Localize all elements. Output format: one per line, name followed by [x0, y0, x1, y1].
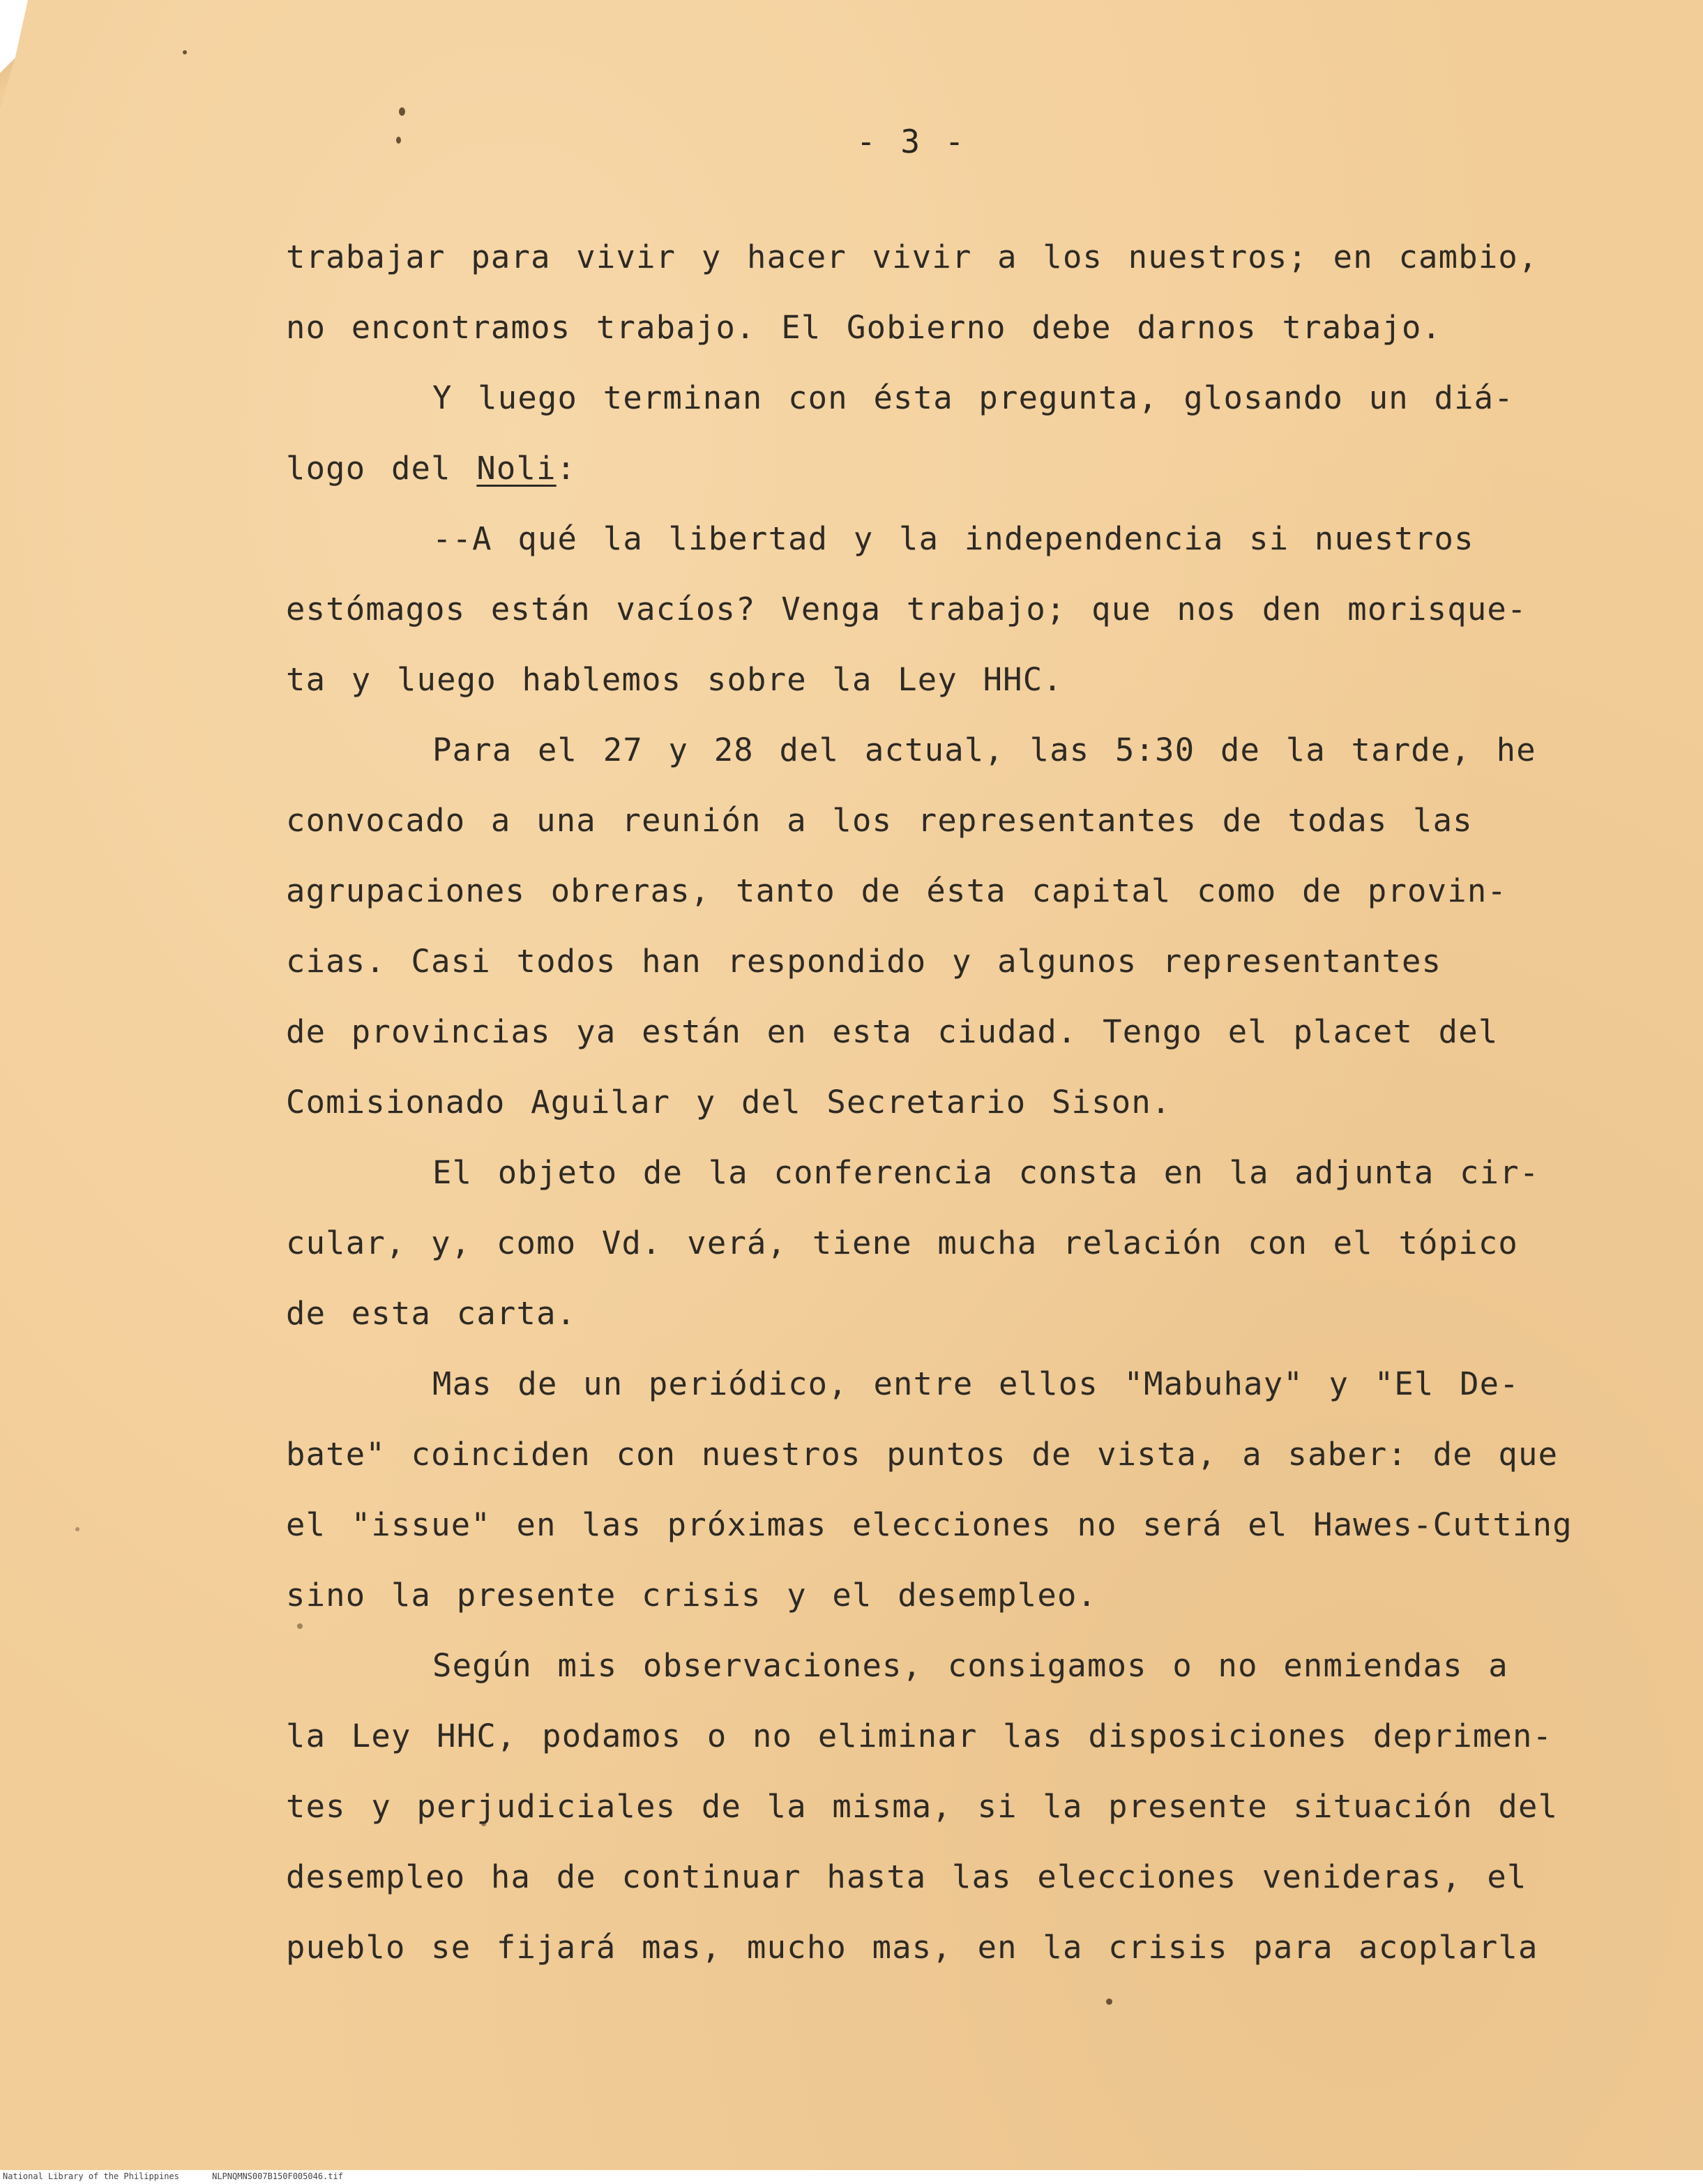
text-line: El objeto de la conferencia consta en la adjunta cir-	[432, 1154, 1540, 1191]
line-prefix: logo del	[286, 450, 477, 487]
paper-speck	[183, 50, 187, 54]
library-caption: National Library of the Philippines	[3, 2171, 179, 2181]
text-line: tes y perjudiciales de la misma, si la presente situación del	[286, 1788, 1559, 1825]
text-line: Mas de un periódico, entre ellos "Mabuhay" y "El De-	[432, 1365, 1520, 1402]
text-line: agrupaciones obreras, tanto de ésta capital como de provin-	[286, 872, 1508, 909]
text-line: trabajar para vivir y hacer vivir a los nuestros; en cambio,	[286, 238, 1538, 275]
text-line: estómagos están vacíos? Venga trabajo; que nos den morisque-	[286, 591, 1527, 628]
text-line: Según mis observaciones, consigamos o no enmiendas a	[432, 1647, 1508, 1684]
text-line: la Ley HHC, podamos o no eliminar las disposiciones deprimen-	[286, 1717, 1553, 1754]
text-line: de provincias ya están en esta ciudad. Tengo el placet del	[286, 1013, 1499, 1050]
line-suffix: :	[556, 450, 577, 487]
text-line	[286, 433, 1611, 503]
scan-caption	[3, 2171, 371, 2181]
text-line: Comisionado Aguilar y del Secretario Sison.	[286, 1084, 1172, 1121]
underlined-title: Noli	[476, 450, 557, 487]
text-line: no encontramos trabajo. El Gobierno debe darnos trabajo.	[286, 309, 1442, 346]
text-line: bate" coinciden con nuestros puntos de vista, a saber: de que	[286, 1436, 1559, 1473]
text-line: sino la presente crisis y el desempleo.	[286, 1577, 1098, 1614]
paper-speck	[396, 137, 401, 144]
text-line: --A qué la libertad y la independencia si nuestros	[432, 520, 1474, 557]
paper-speck	[1106, 1999, 1112, 2005]
letter-body	[286, 222, 1611, 1982]
page-number: - 3 -	[856, 123, 967, 160]
text-line: ta y luego hablemos sobre la Ley HHC.	[286, 661, 1063, 698]
text-line: Para el 27 y 28 del actual, las 5:30 de la tarde, he	[432, 731, 1536, 768]
paper-speck	[75, 1527, 80, 1531]
text-line: Y luego terminan con ésta pregunta, glosando un diá-	[432, 379, 1514, 416]
text-line: pueblo se fijará mas, mucho mas, en la crisis para acoplarla	[286, 1929, 1538, 1966]
text-line: de esta carta.	[286, 1295, 577, 1332]
text-line: el "issue" en las próximas elecciones no será el Hawes-Cutting	[286, 1506, 1573, 1543]
text-line: cular, y, como Vd. verá, tiene mucha relación con el tópico	[286, 1224, 1519, 1261]
paper-speck	[399, 107, 405, 116]
text-line: cias. Casi todos han respondido y algunos representantes	[286, 943, 1442, 980]
file-id-caption: NLPNQMNS007B150F005046.tif	[212, 2171, 343, 2181]
text-line: desempleo ha de continuar hasta las elecciones venideras, el	[286, 1858, 1527, 1895]
text-line: convocado a una reunión a los representantes de todas las	[286, 802, 1473, 839]
